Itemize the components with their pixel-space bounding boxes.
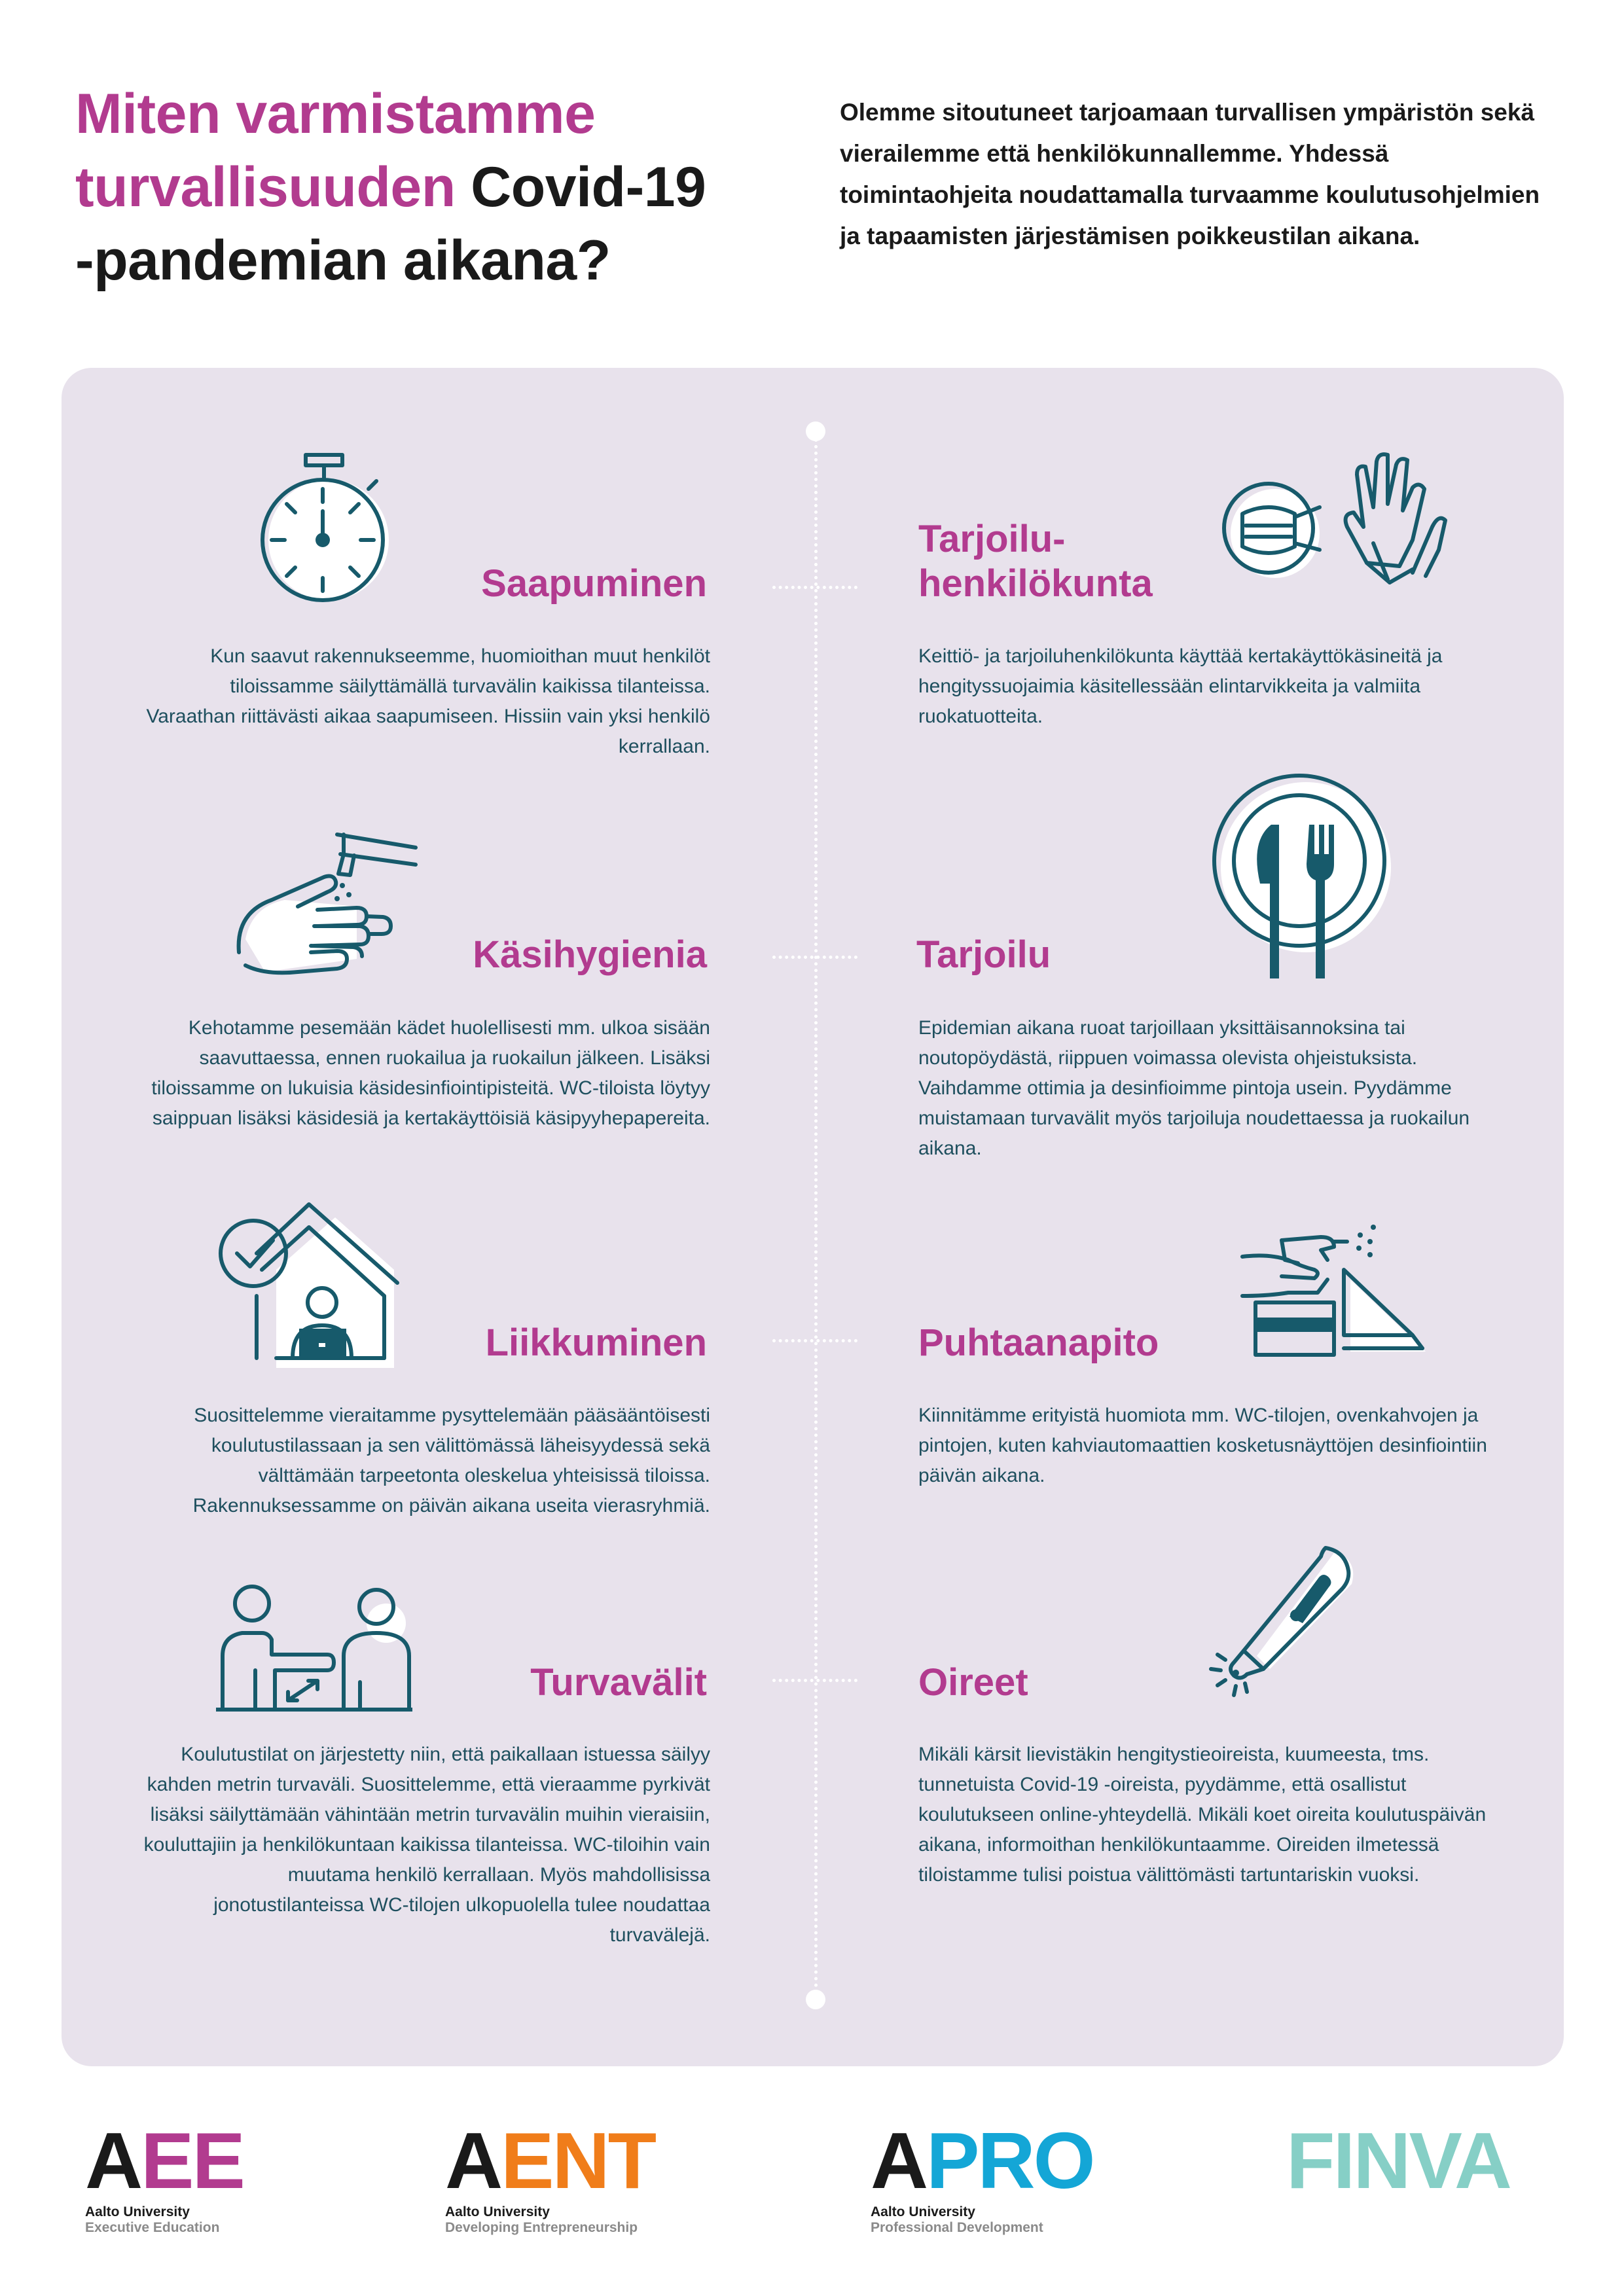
logo-aent-rest: ENT [501,2116,655,2205]
kasihygienia-text: Kehotamme pesemään kädet huolellisesti mm. ulkoa sisään saavuttaessa, ennen ruokailua ja ruokailun jälkeen. Lisäksi tiloissamme on lukuisia käsidesinfiointipisteitä. WC-tiloista löytyy saippuan lisäksi käsidesiä ja kertakäyttöisiä käsipyyhepapereita. [151,1017,710,1129]
puhtaanapito-heading: Puhtaanapito [918,1321,1159,1364]
turvavalit-text: Koulutustilat on järjestetty niin, että paikallaan istuessa säilyy kahden metrin turvaväli. Suosittelemme, että vieraamme pyrkivät lisäksi säilyttämään vähintään metrin turvavälin muihin vieraisiin, kouluttajiin ja henkilökuntaan kaikissa tilanteissa. WC-tiloihin vain muutama henkilö kerrallaan. Myös mahdollisissa jonotustilanteissa WC-tilojen ulkopuolella tulee noudattaa turvavälejä. [143,1744,710,1946]
logo-apro-rest: PRO [926,2116,1094,2205]
tarjoilu-heading: Tarjoilu [916,933,1051,976]
logo-aent [445,2116,655,2236]
logo-aee-unit: Executive Education [85,2220,220,2235]
stopwatch-icon [252,448,396,605]
timeline-dot-bottom [806,1990,825,2009]
liikkuminen-heading: Liikkuminen [485,1321,707,1364]
oireet-text: Mikäli kärsit lievistäkin hengitystieoireista, kuumeesta, tms. tunnetuista Covid-19 -oireista, pyydämme, että osallistut koulutukseen online-yhteydellä. Mikäli koet oireita koulutuspäivän aikana, informoithan henkilökuntaamme. Oireiden ilmetessä tiloistamme tulisi poistua välittömästi tartuntariskin vuoksi. [918,1744,1487,1886]
spray-cleaning-icon [1236,1214,1432,1371]
oireet-heading: Oireet [918,1661,1028,1704]
logo-aee-rest: EE [141,2116,244,2205]
tarjoilu-text: Epidemian aikana ruoat tarjoillaan yksittäisannoksina tai noutopöydästä, riippuen voimassa olevista ohjeistuksista. Vaihdamme ottimia ja desinfioimme pintoja usein. Pyydämme muistamaan turvavälit myös tarjoiluja noudettaessa ja ruokailun aikana. [918,1017,1470,1159]
tarjoiluhenkilokunta-heading-line1: Tarjoilu- [918,518,1066,560]
logo-finva-mark: FINVA [1286,2116,1510,2205]
saapuminen-heading: Saapuminen [481,562,707,605]
connector-3 [772,1339,857,1342]
title-part-4: -pandemian aikana? [75,229,611,292]
logo-apro-unit: Professional Development [871,2220,1043,2235]
connector-4 [772,1679,857,1682]
saapuminen-text: Kun saavut rakennukseemme, huomioithan muut henkilöt tiloissamme säilyttämällä turvavälin kaikissa tilanteissa. Varaathan riittävästi aikaa saapumiseen. Hissiin vain yksi henkilö kerrallaan. [146,645,710,757]
puhtaanapito-text: Kiinnitämme erityistä huomiota mm. WC-tilojen, ovenkahvojen ja pintojen, kuten kahviautomaattien kosketusnäyttöjen desinfiointiin päivän aikana. [918,1405,1487,1486]
connector-2 [772,956,857,959]
logo-aent-a: A [445,2116,501,2205]
logo-apro-a: A [871,2116,927,2205]
page-title [75,77,815,297]
logo-aee-university: Aalto University [85,2204,190,2219]
title-part-1: Miten varmistamme [75,82,596,145]
title-part-3: Covid-19 [471,156,706,219]
logo-aent-unit: Developing Entrepreneurship [445,2220,638,2235]
tarjoiluhenkilokunta-heading [918,517,1311,606]
turvavalit-heading: Turvavälit [530,1661,707,1704]
title-part-2: turvallisuuden [75,156,456,219]
liikkuminen-text: Suosittelemme vieraitamme pysyttelemään pääsääntöisesti koulutustilassaan ja sen välittömässä läheisyydessä sekä välttämään tarpeetonta oleskelua yhteisissä tiloissa. Rakennuksessamme on päivän aikana useita vierasryhmiä. [192,1405,710,1516]
tarjoiluhenkilokunta-text: Keittiö- ja tarjoiluhenkilökunta käyttää kertakäyttökäsineitä ja hengityssuojaimia käsitellessään elintarvikkeita ja valmiita ruokatuotteita. [918,645,1443,727]
logo-finva [1286,2116,1510,2205]
timeline-dot-top [806,422,825,441]
stay-home-icon [217,1191,407,1368]
logo-aee [85,2116,244,2236]
tarjoiluhenkilokunta-heading-line2: henkilökunta [918,562,1153,605]
connector-1 [772,586,857,589]
timeline-line [814,432,818,2001]
kasihygienia-heading: Käsihygienia [473,933,707,976]
logo-aent-university: Aalto University [445,2204,550,2219]
logo-apro [871,2116,1094,2236]
logo-apro-university: Aalto University [871,2204,975,2219]
intro-text: Olemme sitoutuneet tarjoamaan turvallisen ympäristön sekä vierailemme että henkilökunnallemme. Yhdessä toimintaohjeita noudattamalla turvaamme koulutusohjelmien ja tapaamisten järjestämisen poikkeustilan aikana. [840,99,1540,249]
logo-aee-a: A [85,2116,141,2205]
